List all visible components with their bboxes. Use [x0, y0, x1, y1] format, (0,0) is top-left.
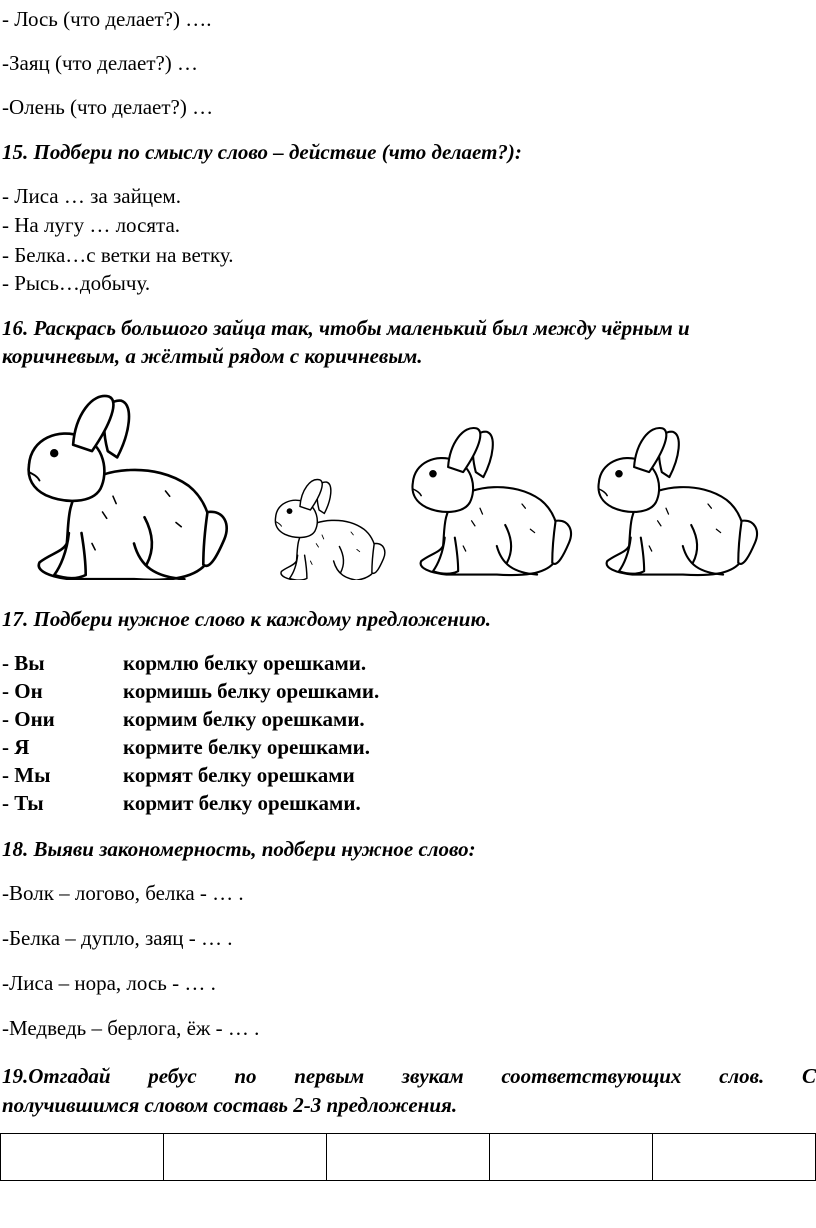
task17-pronoun-4: - Я	[2, 735, 30, 759]
task17-pronoun-6: - Ты	[2, 791, 44, 815]
task19-word: 19.Отгадай	[2, 1064, 111, 1088]
task17-phrase-1: кормлю белку орешками.	[123, 651, 367, 675]
task19-word: первым	[294, 1064, 365, 1088]
task19-word: звукам	[401, 1064, 464, 1088]
task17-phrase-5: кормят белку орешками	[123, 763, 355, 787]
task17-phrase-4: кормите белку орешками.	[123, 735, 371, 759]
task15-line-4: - Рысь…добычу.	[2, 271, 151, 295]
rebus-cell-5[interactable]	[653, 1134, 816, 1181]
rebus-cell-4[interactable]	[490, 1134, 653, 1181]
rebus-table	[0, 1133, 816, 1181]
rabbit-medium-icon	[412, 428, 570, 575]
task18-line-4: -Медведь – берлога, ёж - … .	[2, 1016, 260, 1040]
task18-line-1: -Волк – логово, белка - … .	[2, 881, 244, 905]
rabbit-large-icon	[29, 396, 227, 580]
task19-word: слов.	[719, 1064, 765, 1088]
rabbits-illustration	[0, 380, 816, 580]
task19-heading-line-1	[2, 1063, 816, 1089]
task17-pronoun-2: - Он	[2, 679, 43, 703]
rebus-cell-2[interactable]	[164, 1134, 327, 1181]
task19-word: по	[234, 1064, 257, 1088]
intro-line-2: -Заяц (что делает?) …	[2, 51, 199, 75]
task18-line-3: -Лиса – нора, лось - … .	[2, 971, 216, 995]
task17-heading: 17. Подбери нужное слово к каждому предложению.	[2, 607, 492, 631]
rabbit-small-icon	[275, 480, 384, 580]
task15-heading: 15. Подбери по смыслу слово – действие (что делает?):	[2, 140, 522, 164]
task17-phrase-2: кормишь белку орешками.	[123, 679, 380, 703]
task18-heading: 18. Выяви закономерность, подбери нужное слово:	[2, 837, 476, 861]
task16-heading-line-2: коричневым, а жёлтый рядом с коричневым.	[2, 344, 423, 368]
task19-word: С	[801, 1064, 816, 1088]
task15-line-2: - На лугу … лосята.	[2, 213, 181, 237]
task19-heading-line-2: получившимся словом составь 2-3 предложения.	[2, 1093, 458, 1117]
task15-line-3: - Белка…с ветки на ветку.	[2, 243, 234, 267]
task17-pronoun-3: - Они	[2, 707, 55, 731]
task17-phrase-6: кормит белку орешками.	[123, 791, 361, 815]
rebus-row	[1, 1134, 816, 1181]
rabbit-medium-icon	[598, 428, 756, 575]
intro-line-1: - Лось (что делает?) ….	[2, 7, 212, 31]
task18-line-2: -Белка – дупло, заяц - … .	[2, 926, 233, 950]
intro-line-3: -Олень (что делает?) …	[2, 95, 214, 119]
task16-heading-line-1: 16. Раскрась большого зайца так, чтобы маленький был между чёрным и	[2, 316, 690, 340]
task19-word: соответствующих	[501, 1064, 682, 1088]
task17-phrase-3: кормим белку орешками.	[123, 707, 365, 731]
task17-pronoun-5: - Мы	[2, 763, 51, 787]
rebus-cell-1[interactable]	[1, 1134, 164, 1181]
task17-pronoun-1: - Вы	[2, 651, 45, 675]
rebus-cell-3[interactable]	[327, 1134, 490, 1181]
task15-line-1: - Лиса … за зайцем.	[2, 184, 181, 208]
task19-word: ребус	[148, 1064, 197, 1088]
